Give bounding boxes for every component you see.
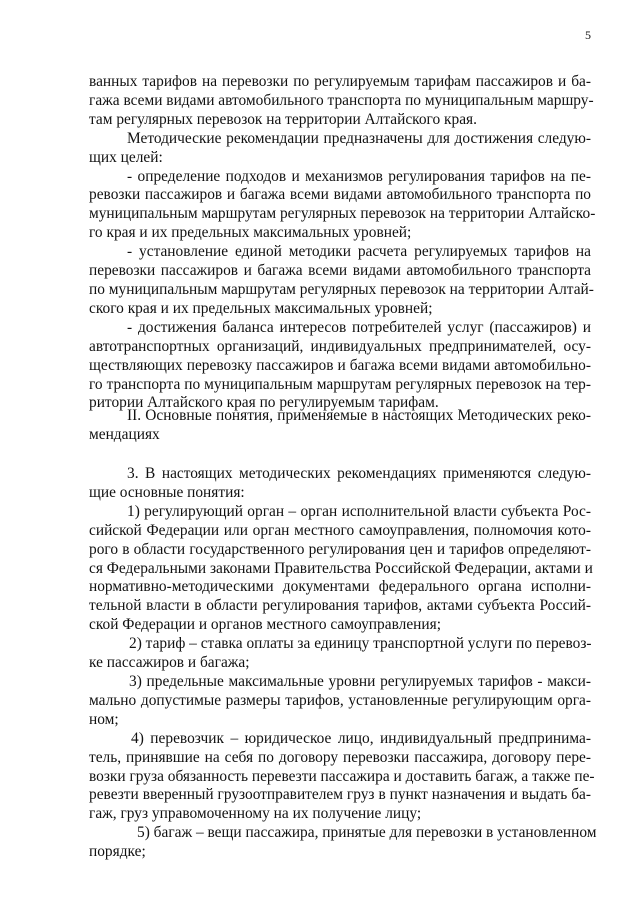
text-line: 1) регулирующий орган – орган исполнительной власти субъекта Рос- — [127, 502, 591, 520]
text-line: порядке; — [89, 843, 146, 861]
text-line: ся Федеральными законами Правительства Российской Федерации, актами и — [89, 559, 593, 577]
text-line: гаж, груз управомоченному на их получение лицу; — [89, 805, 422, 823]
text-line: мально допустимые размеры тарифов, установленные регулирующим орга- — [89, 691, 591, 709]
text-line: гажа всеми видами автомобильного транспорта по муниципальным маршру- — [89, 91, 594, 109]
text-line: ществляющих перевозку пассажиров и багажа всеми видами автомобильно- — [89, 356, 591, 374]
text-line: 2) тариф – ставка оплаты за единицу транспортной услуги по перевоз- — [129, 635, 592, 653]
text-line: ном; — [89, 710, 119, 728]
text-line: щие основные понятия: — [89, 483, 245, 501]
text-line: 5) багаж – вещи пассажира, принятые для перевозки в установленном — [137, 824, 597, 842]
text-line: возки груза обязанность перевезти пассажира и доставить багаж, а также пе- — [89, 767, 595, 785]
heading-line: мендациях — [89, 425, 160, 443]
text-line: автотранспортных организаций, индивидуальных предпринимателей, осу- — [89, 337, 591, 355]
text-line: рого в области государственного регулирования цен и тарифов определяют- — [89, 540, 591, 558]
section-heading — [89, 407, 591, 445]
text-line: нормативно-методическими документами федерального органа исполни- — [89, 578, 591, 596]
definitions — [89, 465, 597, 862]
text-line: - достижения баланса интересов потребителей услуг (пассажиров) и — [127, 318, 591, 336]
text-line: го края и их предельных максимальных уровней; — [89, 224, 412, 242]
text-line: сийской Федерации или орган местного самоуправления, полномочия кото- — [89, 521, 591, 539]
text-line: ского края и их предельных максимальных уровней; — [89, 299, 433, 317]
text-line: перевозки пассажиров и багажа всеми видами автомобильного транспорта — [89, 262, 591, 280]
text-line: 3) предельные максимальные уровни регулируемых тарифов - макси- — [129, 672, 591, 690]
text-line: ванных тарифов на перевозки по регулируемым тарифам пассажиров и ба- — [89, 73, 591, 90]
text-line: 3. В настоящих методических рекомендациях применяются следую- — [127, 465, 591, 482]
text-line: по муниципальным маршрутам регулярных перевозок на территории Алтай- — [89, 280, 594, 298]
text-line: - установление единой методики расчета регулируемых тарифов на — [127, 243, 591, 261]
text-line: ской Федерации и органов местного самоуправления; — [89, 616, 441, 634]
text-line: 4) перевозчик – юридическое лицо, индивидуальный предпринима- — [131, 729, 591, 747]
heading-line: II. Основные понятия, применяемые в настоящих Методических реко- — [127, 407, 591, 424]
text-line: ритории Алтайского края по регулируемым тарифам. — [89, 394, 439, 412]
text-line: тель, принявшие на себя по договору перевозки пассажира, договору пере- — [89, 748, 591, 766]
text-line: муниципальным маршрутам регулярных перевозок на территории Алтайско- — [89, 205, 596, 223]
text-line: там регулярных перевозок на территории Алтайского края. — [89, 110, 477, 128]
text-line: щих целей: — [89, 148, 163, 166]
text-line: тельной власти в области регулирования тарифов, актами субъекта Россий- — [89, 597, 591, 615]
intro-paragraphs — [89, 73, 596, 413]
text-line: Методические рекомендации предназначены для достижения следую- — [127, 129, 591, 147]
page-number: 5 — [585, 28, 591, 42]
text-line: - определение подходов и механизмов регулирования тарифов на пе- — [127, 167, 591, 185]
text-line: ке пассажиров и багажа; — [89, 654, 250, 672]
text-line: ревезти вверенный грузоотправителем груз в пункт назначения и выдать ба- — [89, 786, 591, 804]
text-line: ревозки пассажиров и багажа всеми видами автомобильного транспорта по — [89, 186, 591, 204]
text-line: го транспорта по муниципальным маршрутам регулярных перевозок на тер- — [89, 375, 591, 393]
